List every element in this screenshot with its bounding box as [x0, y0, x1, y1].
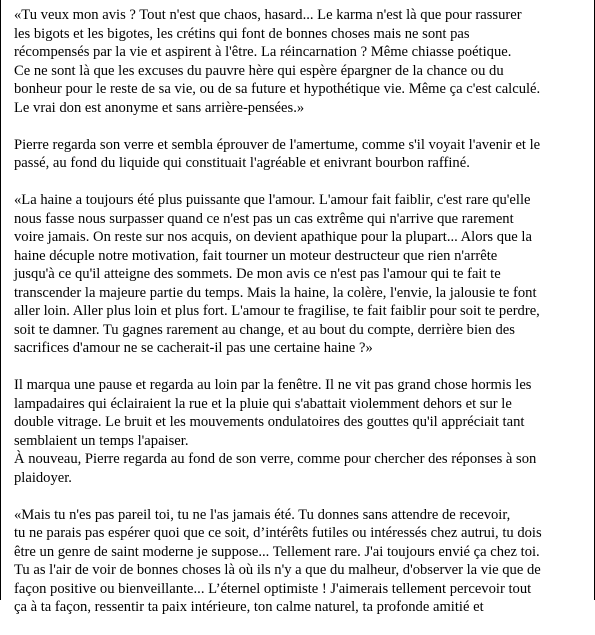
text-line: double vitrage. Le bruit et les mouvements ondulatoires des gouttes qu'il appréciait tant [14, 414, 525, 430]
text-line: Le vrai don est anonyme et sans arrière-pensées.» [14, 99, 305, 116]
text-line: ça à ta façon, ressentir ta paix intérieure, ton calme naturel, ta profonde amitié et [14, 599, 484, 615]
text-line: Ce ne sont là que les excuses du pauvre hère qui espère épargner de la chance ou du [14, 62, 504, 79]
text-line: aller loin. Aller plus loin et plus fort. L'amour te fragilise, te fait faiblir pour soit te perdre, [14, 303, 540, 319]
text-line: façon positive ou bienveillante... L’éternel optimiste ! J'aimerais tellement percevoir tout [14, 580, 532, 597]
paragraph-5 [14, 506, 584, 617]
paragraph-4 [14, 376, 584, 487]
text-line: transcender la majeure partie du temps. Mais la haine, la colère, l'envie, la jalousie te font [14, 284, 537, 301]
text-line: soit te damner. Tu gagnes rarement au change, et au bout du compte, derrière bien des [14, 321, 515, 338]
text-line: tu ne parais pas espérer quoi que ce soit, d’intérêts futiles ou intéressés chez autrui, tu dois [14, 525, 542, 541]
text-line: les bigots et les bigotes, les crétins qui font de bonnes choses mais ne sont pas [14, 25, 470, 42]
text-line: Pierre regarda son verre et sembla éprouver de l'amertume, comme s'il voyait l'avenir et le [14, 136, 541, 153]
paragraph-1 [14, 6, 584, 117]
text-line: Il marqua une pause et regarda au loin par la fenêtre. Il ne vit pas grand chose hormis les [14, 377, 532, 393]
text-line: «Mais tu n'es pas pareil toi, tu ne l'as jamais été. Tu donnes sans attendre de recevoir, [14, 506, 511, 523]
text-line: nous fasse nous surpasser quand ce n'est pas un cas extrême qui n'arrive que rarement [14, 210, 514, 227]
document-body [14, 6, 584, 635]
text-line: Tu as l'air de voir de bonnes choses là où ils n'y a que du malheur, d'observer la vie que de [14, 562, 541, 578]
text-line: plaidoyer. [14, 469, 72, 486]
text-line: semblaient un temps l'apaiser. [14, 432, 189, 449]
text-line: «La haine a toujours été plus puissante que l'amour. L'amour fait faiblir, c'est rare qu'elle [14, 192, 531, 208]
text-line: À nouveau, Pierre regarda au fond de son verre, comme pour chercher des réponses à son [14, 451, 537, 467]
text-line: voire jamais. On reste sur nos acquis, on devient apathique pour la plupart... Alors que la [14, 229, 532, 245]
page-left-border [0, 0, 1, 600]
text-line: sacrifices d'amour ne se cacherait-il pas une certaine haine ?» [14, 340, 373, 356]
paragraph-2 [14, 136, 584, 173]
text-line: lampadaires qui éclairaient la rue et la pluie qui s'abattait violemment dehors et sur le [14, 395, 512, 412]
text-line: récompensés par la vie et aspirent à l'être. La réincarnation ? Même chiasse poétique. [14, 44, 512, 60]
text-line: être un genre de saint moderne je suppose... Tellement rare. J'ai toujours envié ça chez toi. [14, 543, 540, 560]
text-line: «Tu veux mon avis ? Tout n'est que chaos, hasard... Le karma n'est là que pour rassurer [14, 7, 522, 23]
text-line: bonheur pour le reste de sa vie, ou de sa future et hypothétique vie. Même ça c'est calculé. [14, 81, 541, 97]
text-line: haine décuple notre motivation, fait tourner un moteur destructeur que rien n'arrête [14, 247, 498, 264]
text-line: passé, au fond du liquide qui constituait l'agréable et enivrant bourbon raffiné. [14, 155, 470, 171]
paragraph-3 [14, 191, 584, 358]
text-line: jusqu'à ce qu'il atteigne des sommets. De mon avis ce n'est pas l'amour qui te fait te [14, 266, 501, 282]
